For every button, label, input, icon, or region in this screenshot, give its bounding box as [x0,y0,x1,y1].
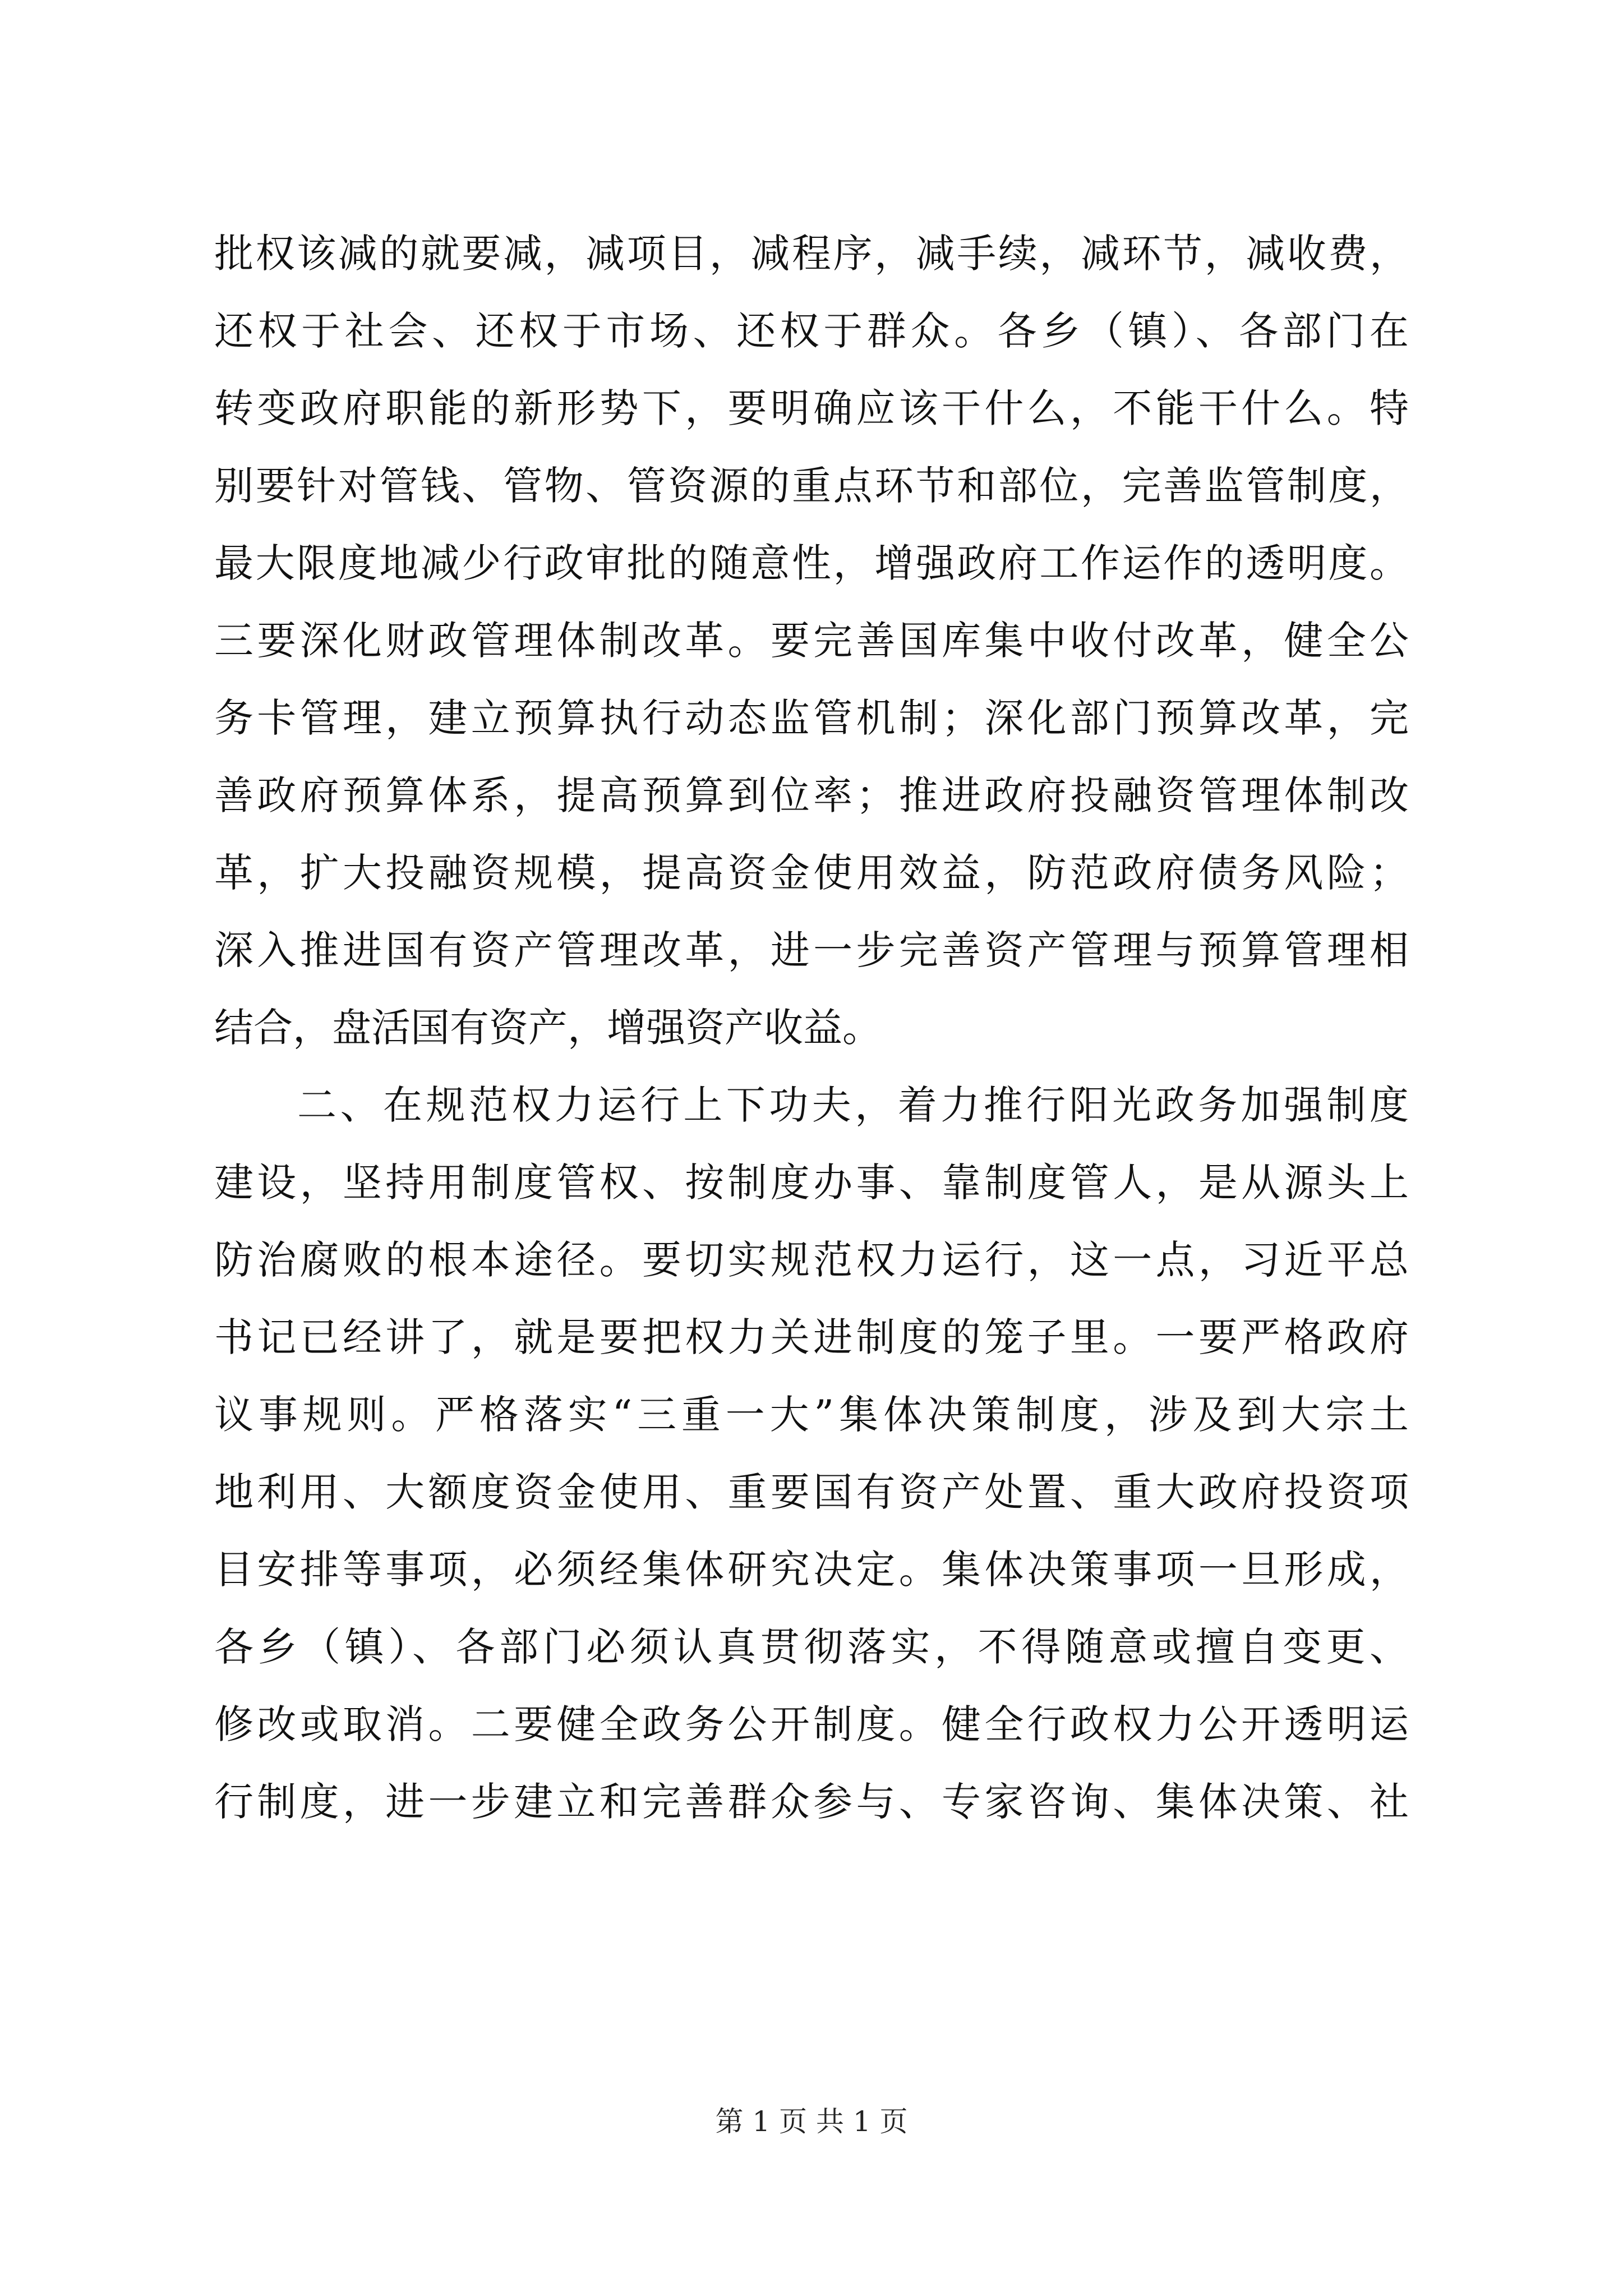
text-line: 转变政府职能的新形势下，要明确应该干什么，不能干什么。特 [214,385,1409,431]
text-line: 行制度，进一步建立和完善群众参与、专家咨询、集体决策、社 [214,1779,1409,1825]
text-line: 防治腐败的根本途径。要切实规范权力运行，这一点，习近平总 [214,1237,1409,1283]
text-line: 批权该减的就要减，减项目，减程序，减手续，减环节，减收费， [214,231,1409,277]
text-line: 议事规则。严格落实“三重一大”集体决策制度，涉及到大宗土 [214,1392,1409,1438]
text-line: 书记已经讲了，就是要把权力关进制度的笼子里。一要严格政府 [214,1314,1409,1360]
text-line: 建设，坚持用制度管权、按制度办事、靠制度管人，是从源头上 [214,1159,1409,1205]
paragraph-start-line: 二、在规范权力运行上下功夫，着力推行阳光政务加强制度 [297,1082,1409,1128]
text-line: 目安排等事项，必须经集体研究决定。集体决策事项一旦形成， [214,1547,1409,1593]
text-line: 别要针对管钱、管物、管资源的重点环节和部位，完善监管制度， [214,463,1409,509]
text-line: 还权于社会、还权于市场、还权于群众。各乡（镇）、各部门在 [214,308,1409,354]
text-line: 最大限度地减少行政审批的随意性，增强政府工作运作的透明度。 [214,540,1409,586]
paragraph-end-line: 结合，盘活国有资产，增强资产收益。 [214,1005,882,1051]
text-line: 地利用、大额度资金使用、重要国有资产处置、重大政府投资项 [214,1469,1409,1515]
text-line: 修改或取消。二要健全政务公开制度。健全行政权力公开透明运 [214,1701,1409,1747]
document-body [214,215,1409,1841]
text-line: 三要深化财政管理体制改革。要完善国库集中收付改革，健全公 [214,618,1409,664]
page-footer: 第 1 页 共 1 页 [715,2105,908,2138]
text-line: 各乡（镇）、各部门必须认真贯彻落实，不得随意或擅自变更、 [214,1624,1409,1670]
text-line: 深入推进国有资产管理改革，进一步完善资产管理与预算管理相 [214,927,1409,973]
text-line: 善政府预算体系，提高预算到位率；推进政府投融资管理体制改 [214,772,1409,818]
text-line: 革，扩大投融资规模，提高资金使用效益，防范政府债务风险； [214,850,1409,896]
text-line: 务卡管理，建立预算执行动态监管机制；深化部门预算改革，完 [214,695,1409,741]
